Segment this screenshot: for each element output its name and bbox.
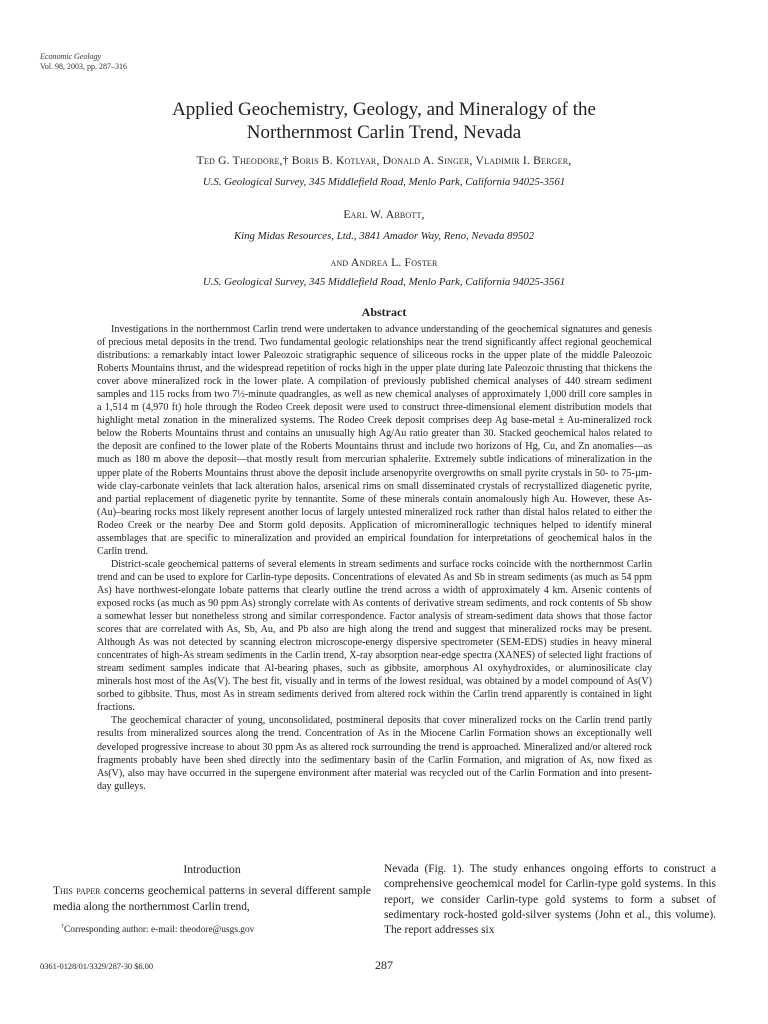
page-number: 287 bbox=[375, 958, 393, 972]
footnote-mark: † bbox=[61, 924, 64, 930]
intro-lead-words: This paper bbox=[53, 885, 101, 898]
title-line-2: Northernmost Carlin Trend, Nevada bbox=[246, 122, 522, 143]
abstract-body bbox=[97, 323, 652, 793]
paper-title bbox=[0, 98, 768, 144]
affiliation-3: U.S. Geological Survey, 345 Middlefield Road, Menlo Park, California 94025-3561 bbox=[202, 276, 566, 288]
abstract-paragraph-3: The geochemical character of young, unconsolidated, postmineral deposits that cover mineralized rocks on the Carlin trend partly results from mineralized sources along the trend. Concentration of As in the Miocene Carlin Formation shows an exceptionally well developed progressive increase to about 30 ppm As as altered rock surrounding the trend is approached. Mineralized and/or altered rock fragments probably have been shed directly into the sedimentary basin of the Carlin Formation, and migration of As, now fixed as As(V), also may have occurred in the supergene environment after material was recycled out of the Carlin Formation and into present-day gulleys. bbox=[97, 715, 652, 792]
abstract-heading: Abstract bbox=[361, 305, 407, 319]
abstract-paragraph-1: Investigations in the northernmost Carlin trend were undertaken to advance understanding of the geochemical signatures and genesis of precious metal deposits in the trend. Two fundamental geologic relationships near the trend significantly affect regional geochemical distributions: a remarkably intact lower Paleozoic stratigraphic sequence of siliceous rocks in the upper plate of the middle Paleozoic Roberts Mountains thrust, and the widespread repetition of rocks high in the upper plate during late Paleozoic thrusting that thickens the cover above mineralized rock in the lower plate. A compilation of previously published chemical analyses of 440 stream sediment samples and 115 rocks from two 7½-minute quadrangles, as well as new chemical analyses of approximately 1,000 drill core samples in a 1,514 m (4,970 ft) hole through the Rodeo Creek deposit were used to construct three-dimensional element distribution models that highlight metal zonation in the mineralized systems. The Rodeo Creek deposit comprises deep Ag base-metal ± Au-mineralized rock below the Roberts Mountains thrust and contains an unusually high Ag/Au ratio greater than 30. Stacked geochemical halos related to the deposit are confined to the lower plate of the Roberts Mountains thrust and include two horizons of Hg, Cu, and Zn anomalies—as much as 180 m above the deposit—that mostly result from mercurian sphalerite. Extremely subtle indications of mineralization in the upper plate of the Roberts Mountains thrust above the deposit include arsenopyrite overgrowths on small pyrite crystals in 50- to 75-µm-wide clay-carbonate veinlets that lack alteration halos, arsenical rims on small disseminated crystals of recrystallized diagenetic pyrite, and partial replacement of diagenetic pyrite by tennantite. Some of these minerals contain anomalously high Au. However, these As-(Au)–bearing rocks most likely represent another locus of largely untested mineralized rock rather than distal halos related to either the Rodeo Creek or the nearby Dee and Storm gold deposits. Application of microminerallogic techniques helped to identify mineral assemblages that are specific to mineralization and provided an empirical foundation for interpretations of geochemical halos in the Carlin trend. bbox=[97, 324, 652, 557]
journal-volume: Vol. 98, 2003, pp. 287–316 bbox=[40, 62, 127, 71]
abstract-paragraph-2: District-scale geochemical patterns of several elements in stream sediments and surface rocks coincide with the northernmost Carlin trend and can be used to explore for Carlin-type deposits. Concentrations of elevated As and Sb in stream sediments (as much as 54 ppm As) have northwest-elongate lobate patterns that clearly outline the trend across a width of approximately 4 km. Arsenic contents of exposed rocks (as much as 90 ppm As) strongly correlate with As contents of derivative stream sediments, and rock contents of Sb show a somewhat lesser but nonetheless strong and similar correspondence. Factor analysis of stream-sediment data shows that those factor scores that are correlated with As, Sb, Au, and Pb also are high along the trend and suggest that mineralized rocks may be present. Although As was not detected by scanning electron microscope-energy dispersive spectrometer (SEM-EDS) studies in heavy mineral concentrates of high-As stream sediments in the Carlin trend, X-ray absorption near-edge spectra (XANES) of selected light fractions of stream sediment samples indicate that Al-bearing phases, such as gibbsite, amorphous Al oxyhydroxides, or aluminosilicate clay minerals host most of the As(V). The best fit, visually and in terms of the lowest residual, was obtained by a model compound of As(V) sorbed to gibbsite. Thus, most As in stream sediments derived from altered rock within the Carlin trend apparently is contained in light fractions. bbox=[97, 558, 652, 714]
affiliation-2: King Midas Resources, Ltd., 3841 Amador Way, Reno, Nevada 89502 bbox=[233, 230, 535, 242]
author-list-3: and Andrea L. Foster bbox=[330, 256, 438, 269]
journal-name: Economic Geology bbox=[40, 52, 102, 61]
author-list-1: Ted G. Theodore,† Boris B. Kotlyar, Donald A. Singer, Vladimir I. Berger, bbox=[196, 154, 572, 167]
journal-citation bbox=[40, 52, 127, 72]
intro-left-column bbox=[53, 862, 371, 915]
author-list-2: Earl W. Abbott, bbox=[343, 208, 425, 221]
title-line-1: Applied Geochemistry, Geology, and Mineralogy of the bbox=[172, 99, 596, 120]
footnote bbox=[61, 924, 254, 935]
affiliation-1: U.S. Geological Survey, 345 Middlefield Road, Menlo Park, California 94025-3561 bbox=[202, 176, 566, 188]
intro-right-column bbox=[384, 862, 716, 938]
issn-code: 0361-0128/01/3329/287-30 $6.00 bbox=[40, 962, 154, 971]
intro-paragraph-start bbox=[53, 884, 371, 915]
intro-text-left: concerns geochemical patterns in several different sample media along the northernmost Carlin trend, bbox=[53, 885, 371, 913]
intro-heading: Introduction bbox=[183, 863, 241, 876]
intro-text-right: Nevada (Fig. 1). The study enhances ongoing efforts to construct a comprehensive geochemical model for Carlin-type gold systems. In this report, we consider Carlin-type gold systems to form a subset of sedimentary rock-hosted gold-silver systems (John et al., this volume). The report addresses six bbox=[384, 863, 716, 937]
footnote-text: Corresponding author: e-mail: theodore@usgs.gov bbox=[64, 925, 255, 936]
